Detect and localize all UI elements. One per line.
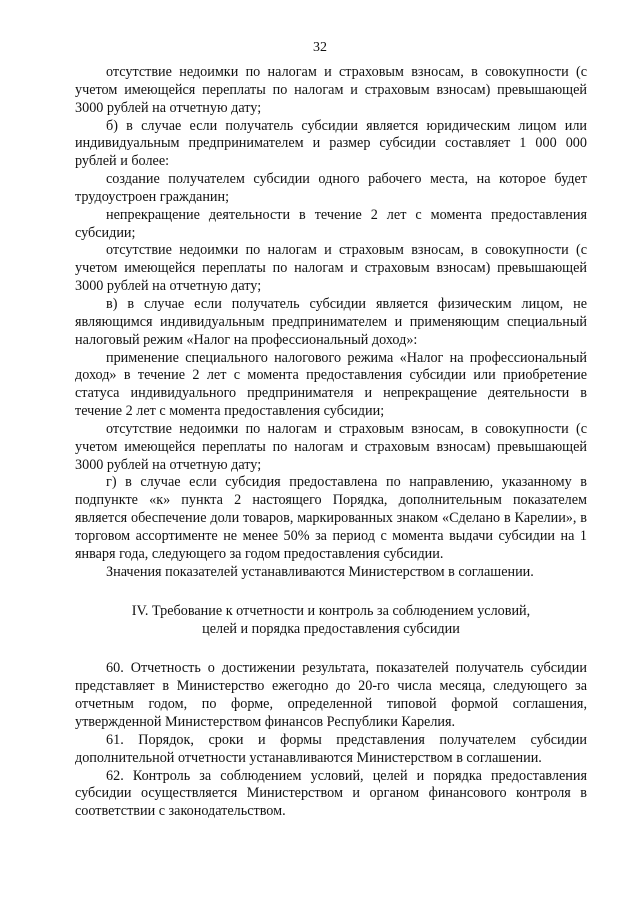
section-heading-line: целей и порядка предоставления субсидии	[202, 621, 460, 638]
paragraph: 61. Порядок, сроки и формы представления получателем субсидии дополнительной отчетности устанавливаются Министерством в соглашении.	[75, 731, 587, 766]
paragraph: 62. Контроль за соблюдением условий, целей и порядка предоставления субсидии осуществляется Министерством и органом финансового контроля в соответствии с законодательством.	[75, 767, 587, 820]
page-number: 32	[313, 40, 327, 55]
paragraph: непрекращение деятельности в течение 2 лет с момента предоставления субсидии;	[75, 206, 587, 241]
paragraph: 60. Отчетность о достижении результата, показателей получатель субсидии представляет в Министерство ежегодно до 20-го числа месяца, следующего за отчетным годом, по форме, определенной типовой формой соглашения, утвержденной Министерством финансов Республики Карелия.	[75, 660, 587, 730]
section-heading-line: IV. Требование к отчетности и контроль за соблюдением условий,	[131, 603, 531, 620]
paragraph: в) в случае если получатель субсидии является физическим лицом, не являющимся индивидуальным предпринимателем и применяющим специальный налоговый режим «Налог на профессиональный доход»:	[75, 295, 587, 348]
paragraph: создание получателем субсидии одного рабочего места, на которое будет трудоустроен гражданин;	[75, 171, 587, 205]
section-heading	[75, 602, 587, 638]
document-body	[75, 64, 587, 821]
paragraph: отсутствие недоимки по налогам и страховым взносам, в совокупности (с учетом имеющейся переплаты по налогам и страховым взносам) превышающей 3000 рублей на отчетную дату;	[75, 64, 587, 116]
paragraph: применение специального налогового режима «Налог на профессиональный доход» в течение 2 лет с момента предоставления субсидии или приобретение статуса индивидуального предпринимателя и непрекращение деятельности в течение 2 лет с момента предоставления субсидии;	[75, 349, 587, 420]
paragraph: г) в случае если субсидия предоставлена по направлению, указанному в подпункте «к» пункта 2 настоящего Порядка, дополнительным показателем является обеспечение доли товаров, маркированных знаком «Сделано в Карелии», в торговом ассортименте не менее 50% за период с момента выдачи субсидии на 1 января года, следующего за годом предоставления субсидии.	[75, 474, 587, 562]
paragraph: б) в случае если получатель субсидии является юридическим лицом или индивидуальным предпринимателем и размер субсидии составляет 1 000 000 рублей и более:	[75, 117, 587, 170]
paragraph: Значения показателей устанавливаются Министерством в соглашении.	[106, 563, 534, 580]
paragraph: отсутствие недоимки по налогам и страховым взносам, в совокупности (с учетом имеющейся переплаты по налогам и страховым взносам) превышающей 3000 рублей на отчетную дату;	[75, 420, 587, 473]
paragraph: отсутствие недоимки по налогам и страховым взносам, в совокупности (с учетом имеющейся переплаты по налогам и страховым взносам) превышающей 3000 рублей на отчетную дату;	[75, 242, 587, 295]
